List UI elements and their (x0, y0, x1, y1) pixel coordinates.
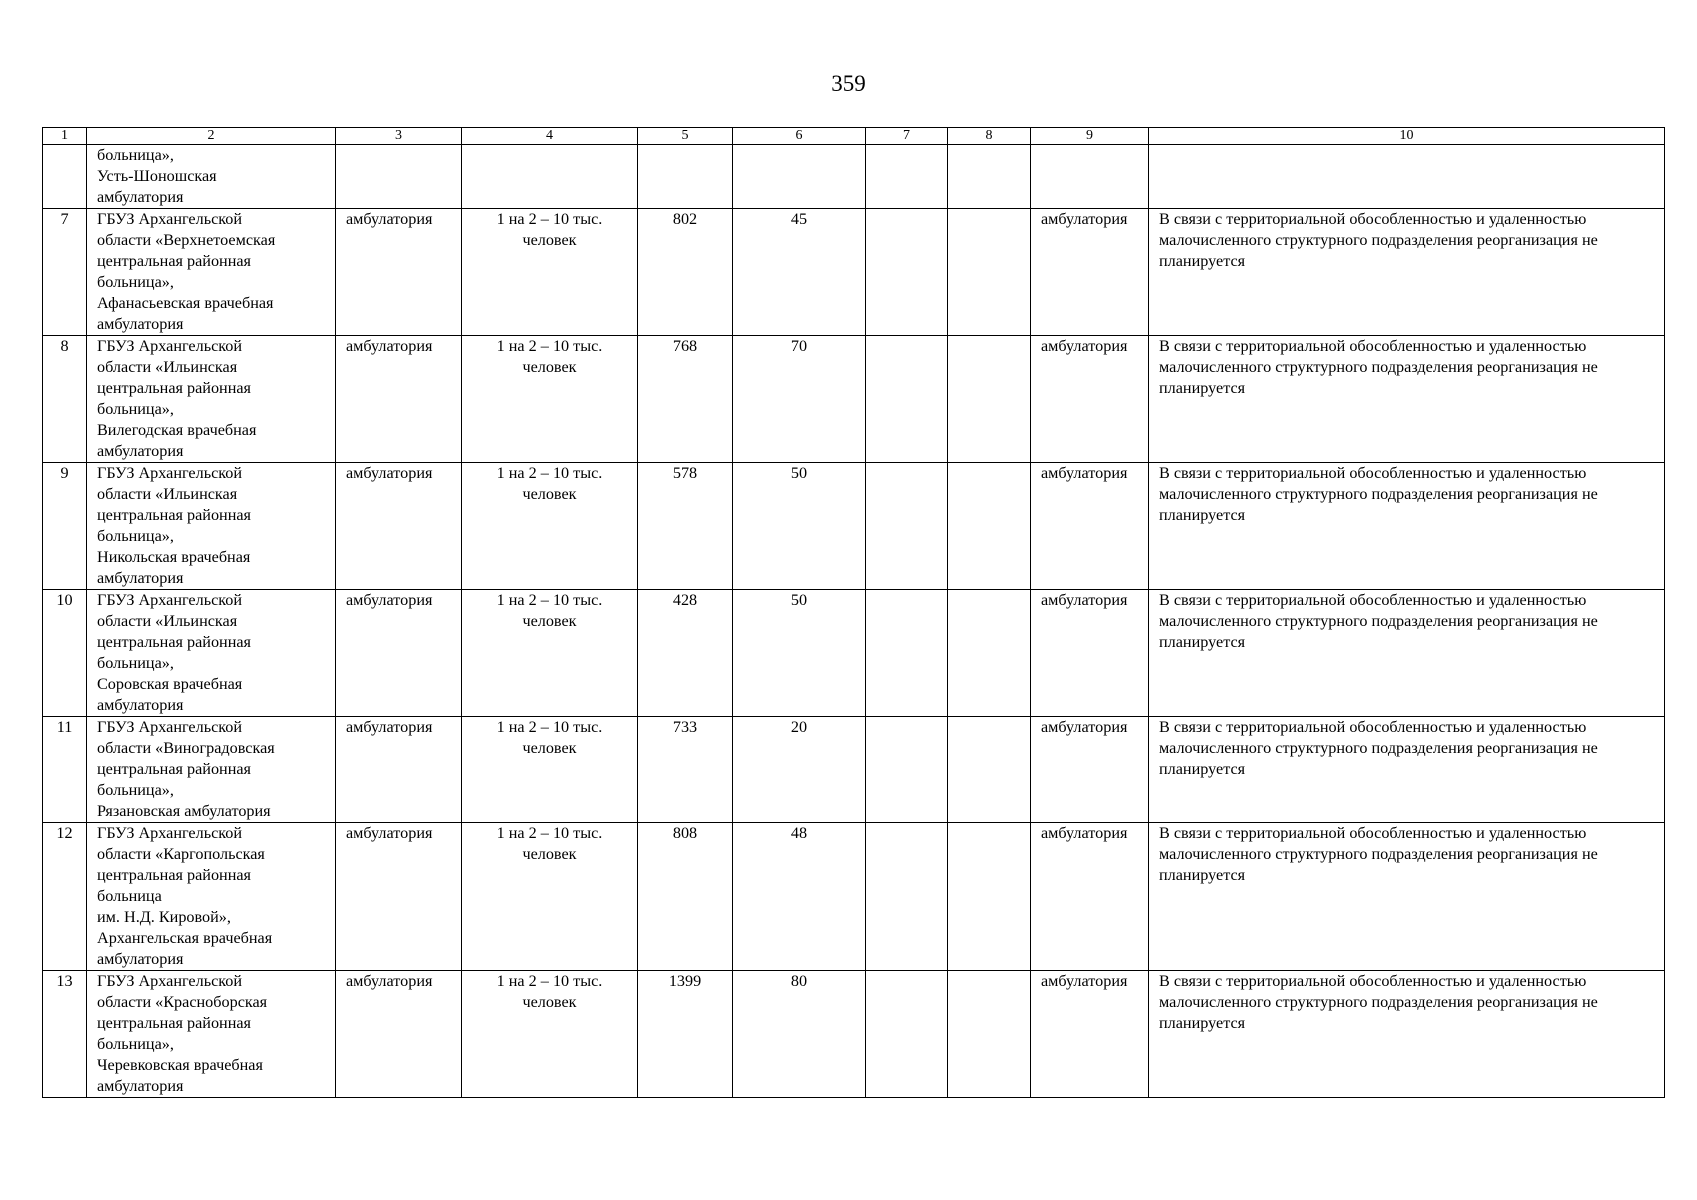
cell-col6: 48 (733, 823, 866, 971)
table-row (43, 590, 1665, 717)
cell-name: ГБУЗ Архангельской области «Виноградовская центральная районная больница», Рязановская амбулатория (87, 717, 336, 823)
cell-note: В связи с территориальной обособленностью и удаленностью малочисленного структурного подразделения реорганизация не планируется (1149, 590, 1665, 717)
cell-num: 13 (43, 971, 87, 1098)
cell-col5: 733 (638, 717, 733, 823)
cell-num: 7 (43, 209, 87, 336)
cell-name: ГБУЗ Архангельской области «Каргопольская центральная районная больница им. Н.Д. Кировой», Архангельская врачебная амбулатория (87, 823, 336, 971)
table-row (43, 209, 1665, 336)
cell-population: 1 на 2 – 10 тыс. человек (462, 590, 638, 717)
cell-col7 (866, 823, 948, 971)
column-header: 7 (866, 128, 948, 145)
column-number-header (43, 128, 1665, 145)
cell-col8 (948, 823, 1031, 971)
cell-note: В связи с территориальной обособленностью и удаленностью малочисленного структурного подразделения реорганизация не планируется (1149, 717, 1665, 823)
cell-num: 8 (43, 336, 87, 463)
column-header: 8 (948, 128, 1031, 145)
cell-col8 (948, 145, 1031, 209)
cell-proposed: амбулатория (1031, 717, 1149, 823)
cell-name: больница», Усть-Шоношская амбулатория (87, 145, 336, 209)
cell-num: 9 (43, 463, 87, 590)
cell-proposed: амбулатория (1031, 590, 1149, 717)
cell-type: амбулатория (336, 717, 462, 823)
cell-col7 (866, 336, 948, 463)
table-row (43, 336, 1665, 463)
cell-population: 1 на 2 – 10 тыс. человек (462, 209, 638, 336)
table-row (43, 971, 1665, 1098)
cell-col8 (948, 336, 1031, 463)
cell-type: амбулатория (336, 590, 462, 717)
cell-name: ГБУЗ Архангельской области «Красноборская центральная районная больница», Черевковская врачебная амбулатория (87, 971, 336, 1098)
cell-num: 12 (43, 823, 87, 971)
cell-proposed: амбулатория (1031, 971, 1149, 1098)
cell-population (462, 145, 638, 209)
column-header: 5 (638, 128, 733, 145)
cell-type: амбулатория (336, 336, 462, 463)
cell-proposed: амбулатория (1031, 823, 1149, 971)
cell-col6: 50 (733, 463, 866, 590)
cell-population: 1 на 2 – 10 тыс. человек (462, 717, 638, 823)
cell-proposed: амбулатория (1031, 336, 1149, 463)
cell-col5: 578 (638, 463, 733, 590)
cell-population: 1 на 2 – 10 тыс. человек (462, 823, 638, 971)
cell-col6: 20 (733, 717, 866, 823)
page-number: 359 (831, 71, 866, 96)
cell-col8 (948, 209, 1031, 336)
cell-type (336, 145, 462, 209)
table-row (43, 717, 1665, 823)
cell-col7 (866, 717, 948, 823)
cell-num: 10 (43, 590, 87, 717)
cell-name: ГБУЗ Архангельской области «Верхнетоемская центральная районная больница», Афанасьевская врачебная амбулатория (87, 209, 336, 336)
cell-type: амбулатория (336, 971, 462, 1098)
cell-col7 (866, 590, 948, 717)
cell-col5 (638, 145, 733, 209)
cell-note: В связи с территориальной обособленностью и удаленностью малочисленного структурного подразделения реорганизация не планируется (1149, 209, 1665, 336)
cell-col7 (866, 971, 948, 1098)
cell-col6: 45 (733, 209, 866, 336)
table-row (43, 823, 1665, 971)
table-row-continuation (43, 145, 1665, 209)
cell-name: ГБУЗ Архангельской области «Ильинская центральная районная больница», Вилегодская врачебная амбулатория (87, 336, 336, 463)
facilities-table (42, 127, 1665, 1098)
column-header: 3 (336, 128, 462, 145)
cell-col6: 80 (733, 971, 866, 1098)
cell-proposed: амбулатория (1031, 209, 1149, 336)
cell-col5: 768 (638, 336, 733, 463)
cell-col8 (948, 717, 1031, 823)
cell-col6: 50 (733, 590, 866, 717)
cell-type: амбулатория (336, 823, 462, 971)
cell-col5: 808 (638, 823, 733, 971)
cell-name: ГБУЗ Архангельской области «Ильинская центральная районная больница», Соровская врачебная амбулатория (87, 590, 336, 717)
column-header: 4 (462, 128, 638, 145)
cell-col6: 70 (733, 336, 866, 463)
column-header: 6 (733, 128, 866, 145)
column-header: 10 (1149, 128, 1665, 145)
cell-type: амбулатория (336, 209, 462, 336)
cell-type: амбулатория (336, 463, 462, 590)
cell-col8 (948, 971, 1031, 1098)
cell-population: 1 на 2 – 10 тыс. человек (462, 463, 638, 590)
cell-name: ГБУЗ Архангельской области «Ильинская центральная районная больница», Никольская врачебная амбулатория (87, 463, 336, 590)
cell-population: 1 на 2 – 10 тыс. человек (462, 971, 638, 1098)
cell-col7 (866, 463, 948, 590)
table-row (43, 463, 1665, 590)
column-header: 9 (1031, 128, 1149, 145)
header-row (43, 128, 1665, 145)
cell-col8 (948, 463, 1031, 590)
cell-note: В связи с территориальной обособленностью и удаленностью малочисленного структурного подразделения реорганизация не планируется (1149, 336, 1665, 463)
cell-col6 (733, 145, 866, 209)
cell-col5: 428 (638, 590, 733, 717)
cell-num (43, 145, 87, 209)
cell-proposed (1031, 145, 1149, 209)
cell-note: В связи с территориальной обособленностью и удаленностью малочисленного структурного подразделения реорганизация не планируется (1149, 823, 1665, 971)
cell-col7 (866, 145, 948, 209)
cell-col7 (866, 209, 948, 336)
column-header: 2 (87, 128, 336, 145)
column-header: 1 (43, 128, 87, 145)
cell-col8 (948, 590, 1031, 717)
cell-note (1149, 145, 1665, 209)
cell-proposed: амбулатория (1031, 463, 1149, 590)
cell-col5: 1399 (638, 971, 733, 1098)
cell-note: В связи с территориальной обособленностью и удаленностью малочисленного структурного подразделения реорганизация не планируется (1149, 971, 1665, 1098)
cell-col5: 802 (638, 209, 733, 336)
cell-population: 1 на 2 – 10 тыс. человек (462, 336, 638, 463)
cell-num: 11 (43, 717, 87, 823)
cell-note: В связи с территориальной обособленностью и удаленностью малочисленного структурного подразделения реорганизация не планируется (1149, 463, 1665, 590)
